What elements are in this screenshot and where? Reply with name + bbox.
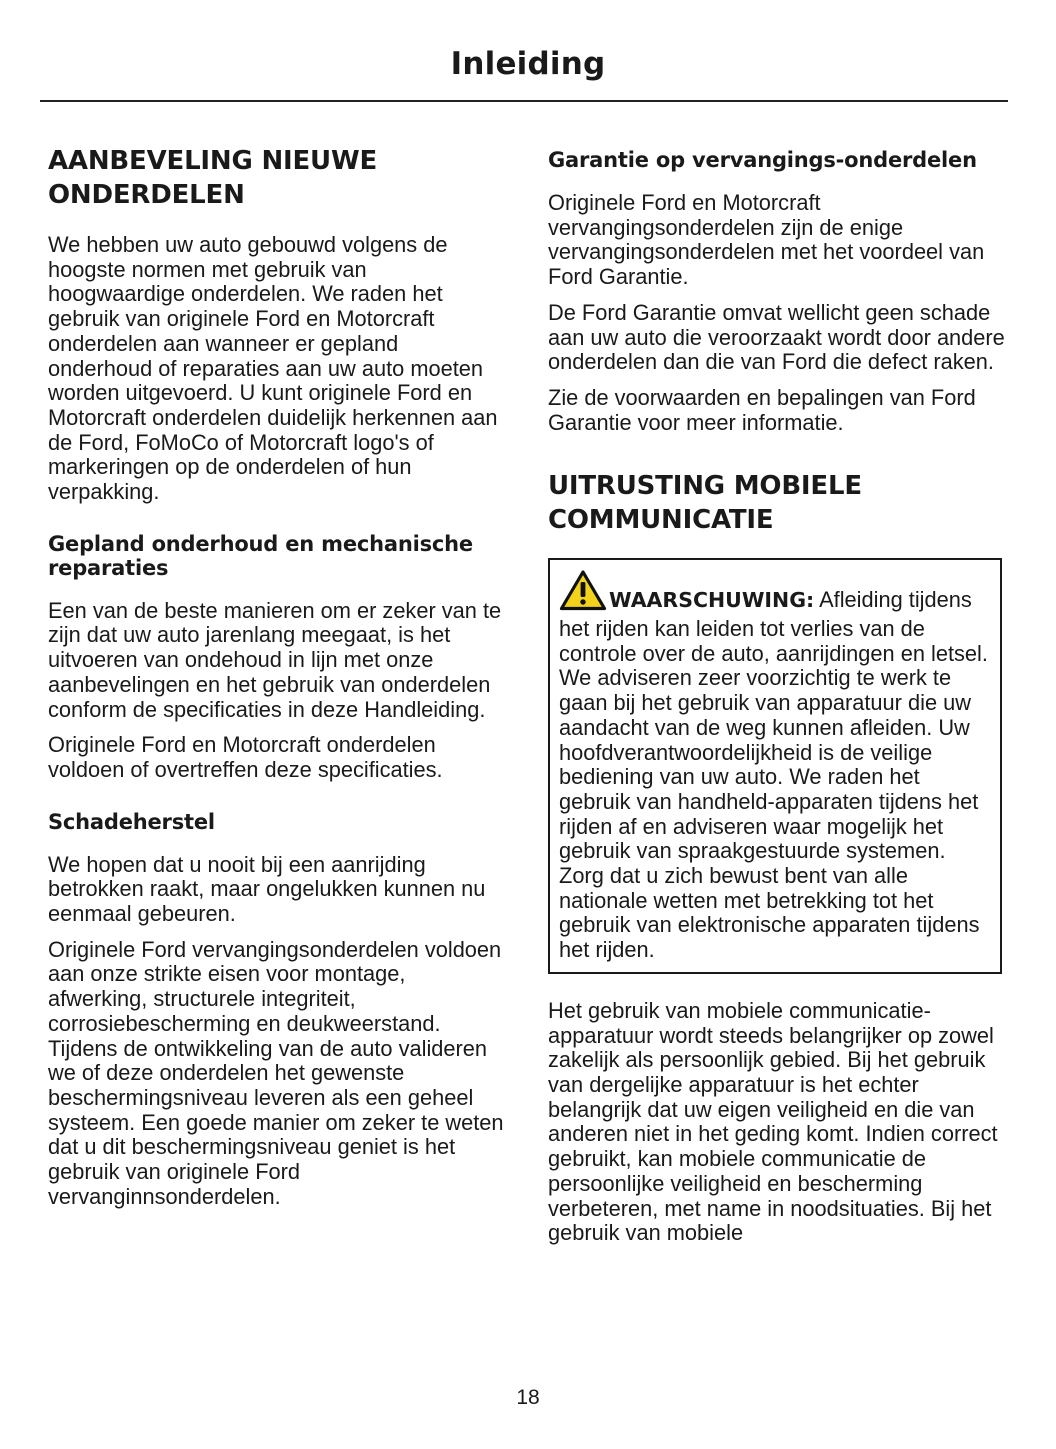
warning-box: [548, 558, 1002, 974]
maintenance-paragraph-1: Een van de beste manieren om er zeker van te zijn dat uw auto jarenlang meegaat, is het uitvoeren van ondehoud in lijn met onze aanbevelingen en het gebruik van onderdelen conform de specificaties in deze Handleiding.: [48, 597, 502, 722]
warning-message: Afleiding tijdens het rijden kan leiden tot verlies van de controle over de auto, aanrijdingen en letsel. We adviseren zeer voorzichtig te werk te gaan bij het gebruik van apparatuur die uw aandacht van de weg kunnen afleiden. Uw hoofdverantwoordelijkheid is de veilige bediening van uw auto. We raden het gebruik van handheld-apparaten tijdens het rijden af en adviseren waar mogelijk het gebruik van spraakgestuurde systemen. Zorg dat u zich bewust bent van alle nationale wetten met betrekking tot het gebruik van elektronische apparaten tijdens het rijden.: [559, 587, 988, 963]
mobile-paragraph-1: Het gebruik van mobiele communicatie-apparatuur wordt steeds belangrijker op zowel zakelijk als persoonlijk gebied. Bij het gebruik van dergelijke apparatuur is het echter belangrijk dat uw eigen veiligheid en die van anderen niet in het geding komt. Indien correct gebruikt, kan mobiele communicatie de persoonlijke veiligheid en bescherming verbeteren, met name in noodsituaties. Bij het gebruik van mobiele: [548, 997, 998, 1246]
maintenance-paragraph-2: Originele Ford en Motorcraft onderdelen voldoen of overtreffen deze specificaties.: [48, 732, 443, 782]
title-divider: [40, 100, 1008, 102]
intro-paragraph: We hebben uw auto gebouwd volgens de hoogste normen met gebruik van hoogwaardige onderdelen. We raden het gebruik van originele Ford en Motorcraft onderdelen aan wanneer er gepland onderhoud of reparaties aan uw auto moeten worden uitgevoerd. U kunt originele Ford en Motorcraft onderdelen duidelijk herkennen aan de Ford, FoMoCo of Motorcraft logo's of markeringen op de onderdelen of hun verpakking.: [48, 232, 498, 505]
warning-label: WAARSCHUWING:: [609, 588, 815, 613]
page-title: Inleiding: [450, 46, 606, 82]
heading-warranty-replacement-parts: Garantie op vervangings-onderdelen: [548, 148, 977, 172]
heading-collision-repair: Schadeherstel: [48, 809, 215, 834]
heading-scheduled-maintenance: Gepland onderhoud en mechanische reparaties: [48, 531, 473, 580]
warning-text-block: [559, 569, 992, 963]
warranty-paragraph-3: Zie de voorwaarden en bepalingen van Ford Garantie voor meer informatie.: [548, 384, 976, 435]
right-column: [548, 144, 1008, 1257]
warranty-paragraph-2: De Ford Garantie omvat wellicht geen schade aan uw auto die veroorzaakt wordt door andere onderdelen dan die van Ford die defect raken.: [548, 299, 1005, 375]
page-number: 18: [516, 1386, 540, 1409]
section-title-new-parts: AANBEVELING NIEUWE ONDERDELEN: [48, 146, 378, 210]
repair-paragraph-2: Originele Ford vervangingsonderdelen voldoen aan onze strikte eisen voor montage, afwerking, structurele integriteit, corrosiebescherming en deukweerstand. Tijdens de ontwikkeling van de auto valideren we of deze onderdelen het gewenste beschermingsniveau leveren als een geheel systeem. Een goede manier om zeker te weten dat u dit beschermingsniveau geniet is het gebruik van originele Ford vervanginnsonderdelen.: [48, 936, 504, 1209]
warning-triangle-icon: [559, 569, 607, 617]
left-column: [48, 144, 508, 1221]
repair-paragraph-1: We hopen dat u nooit bij een aanrijding betrokken raakt, maar ongelukken kunnen nu eenmaal gebeuren.: [48, 851, 486, 927]
section-title-mobile-communication: UITRUSTING MOBIELE COMMUNICATIE: [548, 471, 862, 536]
warranty-paragraph-1: Originele Ford en Motorcraft vervangingsonderdelen zijn de enige vervangingsonderdelen met het voordeel van Ford Garantie.: [548, 190, 985, 290]
